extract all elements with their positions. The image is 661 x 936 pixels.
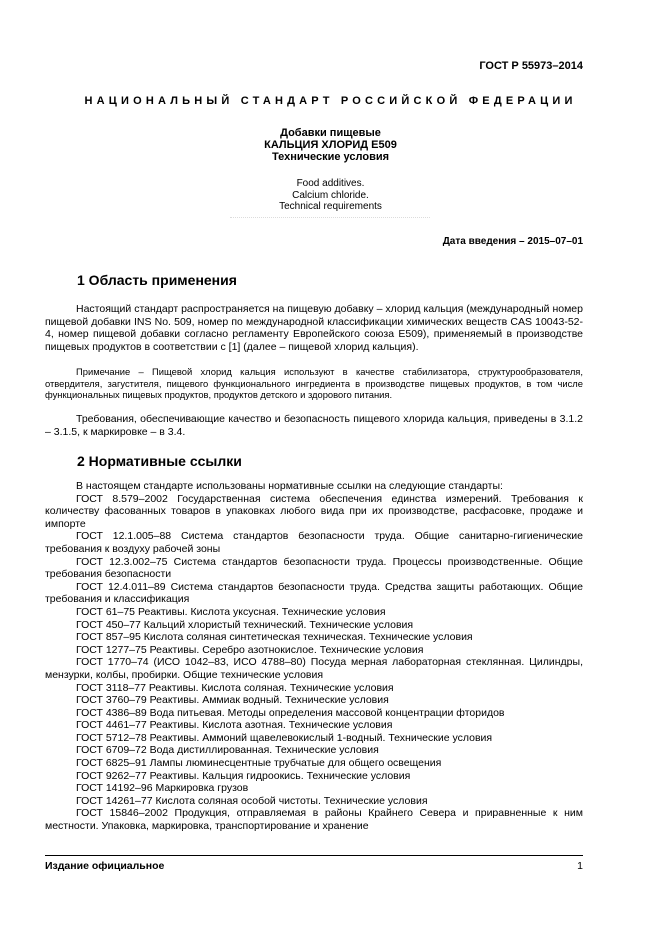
note-paragraph: Примечание – Пищевой хлорид кальция используют в качестве стабилизатора, структурообразователя, отвердителя, загустителя, пищевого функционального ингредиента в производстве пищевых продуктов, в том числе функциональных пищевых продуктов, продуктов детского и здорового питания. — [45, 366, 583, 401]
scope-paragraph: Настоящий стандарт распространяется на пищевую добавку – хлорид кальция (международный номер пищевой добавки INS No. 509, номер по международной классификации химических веществ CAS 10043-52-4, номер пищевой добавки согласно регламенту Европейского союза Е509), применяемый в производстве пищевых продуктов в соответствии с [1] (далее – пищевой хлорид кальция). — [45, 303, 583, 353]
normative-references — [45, 480, 583, 833]
national-standard-title: НАЦИОНАЛЬНЫЙ СТАНДАРТ РОССИЙСКОЙ ФЕДЕРАЦИИ — [84, 95, 577, 107]
reference-item: ГОСТ 12.3.002–75 Система стандартов безопасности труда. Процессы производственные. Общие требования безопасности — [45, 555, 583, 581]
section-1-note — [45, 366, 583, 401]
reference-item: ГОСТ 9262–77 Реактивы. Кальция гидроокись. Технические условия — [76, 769, 411, 782]
reference-item: ГОСТ 1277–75 Реактивы. Серебро азотнокислое. Технические условия — [76, 643, 424, 656]
reference-item: ГОСТ 3760–79 Реактивы. Аммиак водный. Технические условия — [76, 694, 389, 707]
document-title-ru — [0, 127, 661, 163]
reference-item: ГОСТ 6709–72 Вода дистиллированная. Технические условия — [76, 744, 379, 757]
reference-item: ГОСТ 8.579–2002 Государственная система обеспечения единства измерений. Требования к количеству фасованных товаров в упаковках любого вида при их производстве, расфасовке, продаже и импорте — [45, 492, 583, 530]
title-en-line-2: Calcium chloride. — [292, 189, 369, 201]
reference-item: ГОСТ 6825–91 Лампы люминесцентные трубчатые для общего освещения — [76, 757, 442, 770]
reference-item: ГОСТ 61–75 Реактивы. Кислота уксусная. Технические условия — [76, 605, 386, 618]
reference-item: ГОСТ 12.4.011–89 Система стандартов безопасности труда. Средства защиты работающих. Общие требования и классификация — [45, 580, 583, 606]
official-edition-label: Издание официальное — [45, 860, 165, 872]
reference-item: ГОСТ 14192–96 Маркировка грузов — [76, 782, 249, 795]
reference-item: ГОСТ 5712–78 Реактивы. Аммоний щавелевокислый 1-водный. Технические условия — [76, 731, 493, 744]
requirements-paragraph: Требования, обеспечивающие качество и безопасность пищевого хлорида кальция, приведены в 3.1.2 – 3.1.5, к маркировке – в 3.4. — [45, 413, 583, 438]
document-number: ГОСТ Р 55973–2014 — [479, 60, 583, 72]
reference-item: ГОСТ 12.1.005–88 Система стандартов безопасности труда. Общие санитарно-гигиенические требования к воздуху рабочей зоны — [45, 530, 583, 555]
title-ru-line-1: Добавки пищевые — [280, 127, 381, 139]
document-title-en — [0, 178, 661, 213]
section-1-requirements — [45, 413, 583, 438]
reference-item: ГОСТ 4386–89 Вода питьевая. Методы определения массовой концентрации фторидов — [76, 706, 505, 719]
title-ru-line-2: КАЛЬЦИЯ ХЛОРИД Е509 — [264, 139, 397, 151]
reference-item: ГОСТ 15846–2002 Продукция, отправляемая в районы Крайнего Севера и приравненные к ним местности. Упаковка, маркировка, транспортирование и хранение — [45, 807, 583, 833]
title-en-line-3: Technical requirements — [279, 201, 382, 212]
reference-item: ГОСТ 857–95 Кислота соляная синтетическая техническая. Технические условия — [76, 631, 473, 644]
page-number: 1 — [577, 860, 583, 872]
references-intro: В настоящем стандарте использованы нормативные ссылки на следующие стандарты: — [76, 480, 503, 492]
reference-item: ГОСТ 14261–77 Кислота соляная особой чистоты. Технические условия — [76, 794, 428, 807]
title-en-line-1: Food additives. — [296, 178, 365, 189]
effective-date: Дата введения – 2015–07–01 — [442, 236, 583, 247]
section-1-heading: 1 Область применения — [77, 272, 237, 288]
reference-item: ГОСТ 3118–77 Реактивы. Кислота соляная. Технические условия — [76, 681, 394, 694]
reference-item: ГОСТ 1770–74 (ИСО 1042–83, ИСО 4788–80) Посуда мерная лабораторная стеклянная. Цилиндры, мензурки, колбы, пробирки. Общие технические условия — [45, 656, 583, 681]
footer-rule — [45, 855, 583, 856]
section-2-heading: 2 Нормативные ссылки — [77, 453, 242, 469]
scan-artifact-divider — [230, 217, 430, 219]
reference-item: ГОСТ 450–77 Кальций хлористый технический. Технические условия — [76, 618, 414, 631]
reference-item: ГОСТ 4461–77 Реактивы. Кислота азотная. Технические условия — [76, 719, 393, 732]
section-1-paragraph — [45, 303, 583, 353]
title-ru-line-3: Технические условия — [271, 151, 390, 163]
